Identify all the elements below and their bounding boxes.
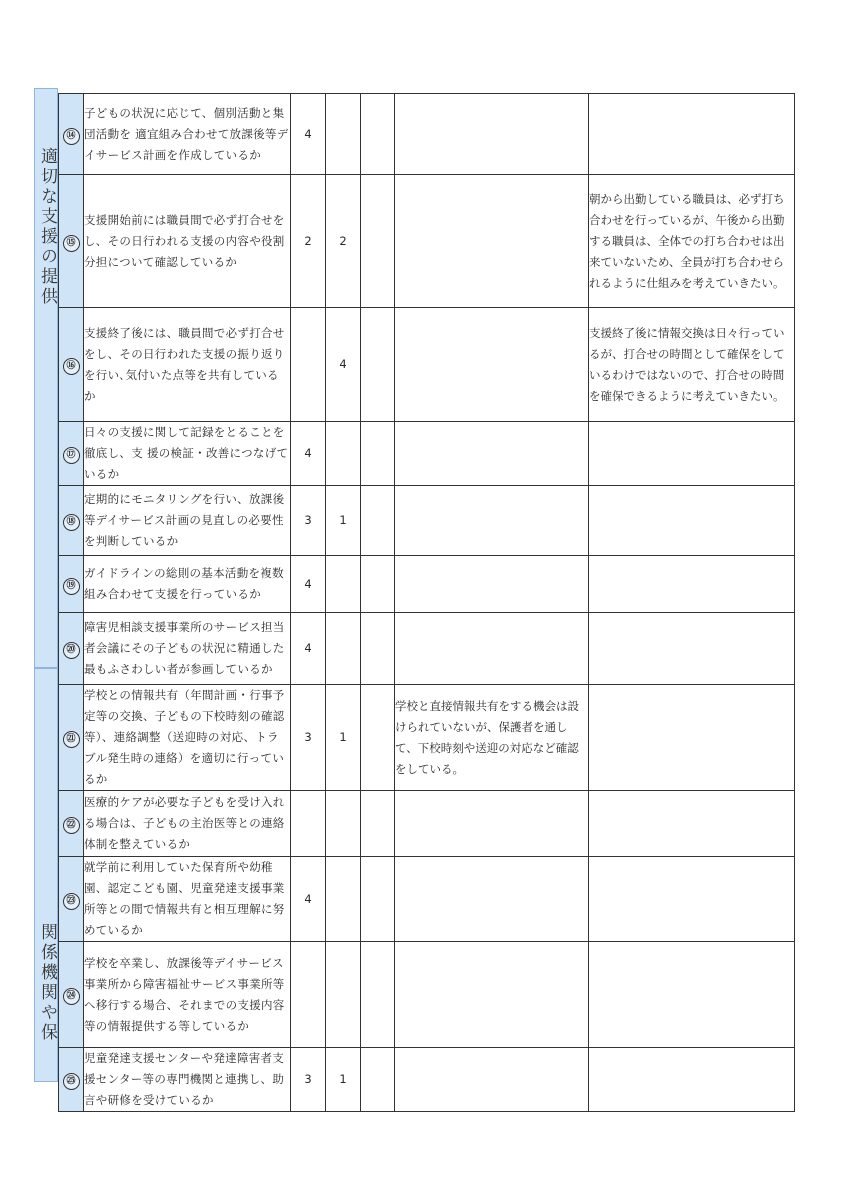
item-description-cell <box>84 422 291 486</box>
item-number-cell <box>59 685 84 791</box>
item-number-cell <box>59 791 84 857</box>
item-description: 児童発達支援センターや発達障害者支援センター等の専門機関と連携し、助言や研修を受けているか <box>84 1051 285 1107</box>
item-description: 定期的にモニタリングを行い、放課後等デイサービス計画の見直しの必要性を判断しているか <box>84 492 285 548</box>
improvement-note-cell <box>589 422 795 486</box>
item-description: 障害児相談支援事業所のサービス担当者会議にその子どもの状況に精通した最もふさわしい者が参画しているか <box>84 620 285 676</box>
item-description: 日々の支援に関して記録をとることを徹底し、支 援の検証・改善につなげているか <box>84 425 289 481</box>
item-number: ㉕ <box>63 1073 80 1090</box>
answer-no-count <box>361 942 395 1048</box>
improvement-note-cell <box>589 175 795 308</box>
answer-yes-count: 2 <box>291 175 326 308</box>
item-description: ガイドラインの総則の基本活動を複数組み合わせて支援を行っているか <box>84 566 284 601</box>
improvement-note-cell <box>589 94 795 175</box>
item-number: ⑰ <box>63 447 80 464</box>
improvement-note-cell <box>589 942 795 1048</box>
item-number-cell <box>59 1048 84 1112</box>
status-note-cell <box>395 556 589 613</box>
status-note-cell <box>395 486 589 556</box>
answer-yes-count: 4 <box>291 556 326 613</box>
status-note-cell <box>395 857 589 942</box>
item-description-cell <box>84 94 291 175</box>
table-row <box>59 791 795 857</box>
item-number: ⑯ <box>63 358 80 375</box>
improvement-note-cell <box>589 1048 795 1112</box>
table-row <box>59 308 795 422</box>
answer-yes-count: 3 <box>291 685 326 791</box>
answer-yes-count <box>291 791 326 857</box>
answer-yes-count: 4 <box>291 613 326 685</box>
item-description: 支援終了後には、職員間で必ず打合せをし、その日行われた支援の振り返りを行い､気付いた点等を共有しているか <box>84 325 285 403</box>
answer-no-count <box>361 791 395 857</box>
table-row <box>59 942 795 1048</box>
status-note-cell <box>395 1048 589 1112</box>
item-number: ⑱ <box>63 514 80 531</box>
answer-no-count <box>361 556 395 613</box>
answer-partial-count <box>326 94 361 175</box>
answer-partial-count: 1 <box>326 1048 361 1112</box>
item-number: ⑭ <box>63 128 80 145</box>
item-description: 支援開始前には職員間で必ず打合せをし、その日行われる支援の内容や役割分担について確認しているか <box>84 212 285 269</box>
category-label: 適切な支援の提供 <box>37 147 57 307</box>
answer-partial-count <box>326 613 361 685</box>
table-row <box>59 486 795 556</box>
table-row <box>59 1048 795 1112</box>
category-block-related-agencies <box>34 668 58 1082</box>
item-description-cell <box>84 486 291 556</box>
item-number-cell <box>59 613 84 685</box>
answer-partial-count: 2 <box>326 175 361 308</box>
answer-partial-count: 4 <box>326 308 361 422</box>
answer-partial-count <box>326 556 361 613</box>
answer-partial-count: 1 <box>326 486 361 556</box>
item-description: 学校との情報共有（年間計画・行事予定等の交換、子どもの下校時刻の確認等）、連絡調整（送迎時の対応、トラブル発生時の連絡）を適切に行っているか <box>84 688 285 786</box>
status-note-cell <box>395 308 589 422</box>
answer-yes-count: 4 <box>291 422 326 486</box>
item-number-cell <box>59 94 84 175</box>
status-note: 学校と直接情報共有をする機会は設けられていないが、保護者を通して、下校時刻や送迎の対応など確認をしている。 <box>395 698 579 776</box>
improvement-note: 支援終了後に情報交換は日々行っているが、打合せの時間として確保をしているわけではないので、打合せの時間を確保できるように考えていきたい。 <box>589 325 785 403</box>
item-number: ㉑ <box>63 731 80 748</box>
answer-no-count <box>361 422 395 486</box>
item-number-cell <box>59 486 84 556</box>
answer-yes-count: 3 <box>291 1048 326 1112</box>
status-note-cell <box>395 422 589 486</box>
item-number-cell <box>59 556 84 613</box>
item-description-cell <box>84 791 291 857</box>
item-number: ㉒ <box>63 817 80 834</box>
item-description: 学校を卒業し、放課後等デイサービス事業所から障害福祉サービス事業所等へ移行する場合、それまでの支援内容等の情報提供する等しているか <box>84 955 285 1033</box>
table-row <box>59 94 795 175</box>
table-row <box>59 175 795 308</box>
item-number: ㉓ <box>63 893 80 910</box>
category-block-appropriate-support <box>34 88 58 668</box>
improvement-note-cell <box>589 685 795 791</box>
item-description-cell <box>84 942 291 1048</box>
evaluation-table <box>58 93 795 1112</box>
status-note-cell <box>395 94 589 175</box>
improvement-note-cell <box>589 486 795 556</box>
table-row <box>59 556 795 613</box>
item-number-cell <box>59 308 84 422</box>
improvement-note-cell <box>589 556 795 613</box>
item-description-cell <box>84 175 291 308</box>
item-description-cell <box>84 556 291 613</box>
improvement-note-cell <box>589 857 795 942</box>
answer-partial-count: 1 <box>326 685 361 791</box>
answer-no-count <box>361 175 395 308</box>
status-note-cell <box>395 175 589 308</box>
category-label: 関係機関や保 <box>37 923 57 1043</box>
status-note-cell <box>395 685 589 791</box>
answer-yes-count: 4 <box>291 857 326 942</box>
answer-partial-count <box>326 791 361 857</box>
item-number-cell <box>59 175 84 308</box>
answer-yes-count: 4 <box>291 94 326 175</box>
item-description-cell <box>84 1048 291 1112</box>
improvement-note: 朝から出勤している職員は、必ず打ち合わせを行っているが、午後から出勤する職員は、全体での打ち合わせは出来ていないため、全員が打ち合わせられるように仕組みを考えていきたい。 <box>589 191 785 290</box>
item-number-cell <box>59 942 84 1048</box>
item-description-cell <box>84 857 291 942</box>
item-description-cell <box>84 308 291 422</box>
answer-partial-count <box>326 942 361 1048</box>
item-description: 就学前に利用していた保育所や幼稚園、認定こども園、児童発達支援事業所等との間で情報共有と相互理解に努めているか <box>84 860 285 937</box>
improvement-note-cell <box>589 308 795 422</box>
table-row <box>59 422 795 486</box>
answer-no-count <box>361 94 395 175</box>
item-description: 医療的ケアが必要な子どもを受け入れる場合は、子どもの主治医等との連絡体制を整えているか <box>84 795 285 851</box>
status-note-cell <box>395 942 589 1048</box>
item-number-cell <box>59 857 84 942</box>
item-number-cell <box>59 422 84 486</box>
answer-no-count <box>361 308 395 422</box>
answer-yes-count <box>291 942 326 1048</box>
answer-yes-count: 3 <box>291 486 326 556</box>
table-row <box>59 857 795 942</box>
item-description-cell <box>84 685 291 791</box>
answer-no-count <box>361 857 395 942</box>
item-number: ⑮ <box>63 235 80 252</box>
status-note-cell <box>395 791 589 857</box>
answer-yes-count <box>291 308 326 422</box>
improvement-note-cell <box>589 613 795 685</box>
answer-no-count <box>361 613 395 685</box>
table-row <box>59 613 795 685</box>
improvement-note-cell <box>589 791 795 857</box>
answer-no-count <box>361 685 395 791</box>
item-number: ⑲ <box>63 578 80 595</box>
item-description: 子どもの状況に応じて、個別活動と集団活動を 適宜組み合わせて放課後等デイサービス計画を作成しているか <box>84 105 289 162</box>
table-row <box>59 685 795 791</box>
answer-partial-count <box>326 857 361 942</box>
item-number: ⑳ <box>63 642 80 659</box>
answer-no-count <box>361 486 395 556</box>
item-number: ㉔ <box>63 988 80 1005</box>
answer-no-count <box>361 1048 395 1112</box>
item-description-cell <box>84 613 291 685</box>
answer-partial-count <box>326 422 361 486</box>
status-note-cell <box>395 613 589 685</box>
